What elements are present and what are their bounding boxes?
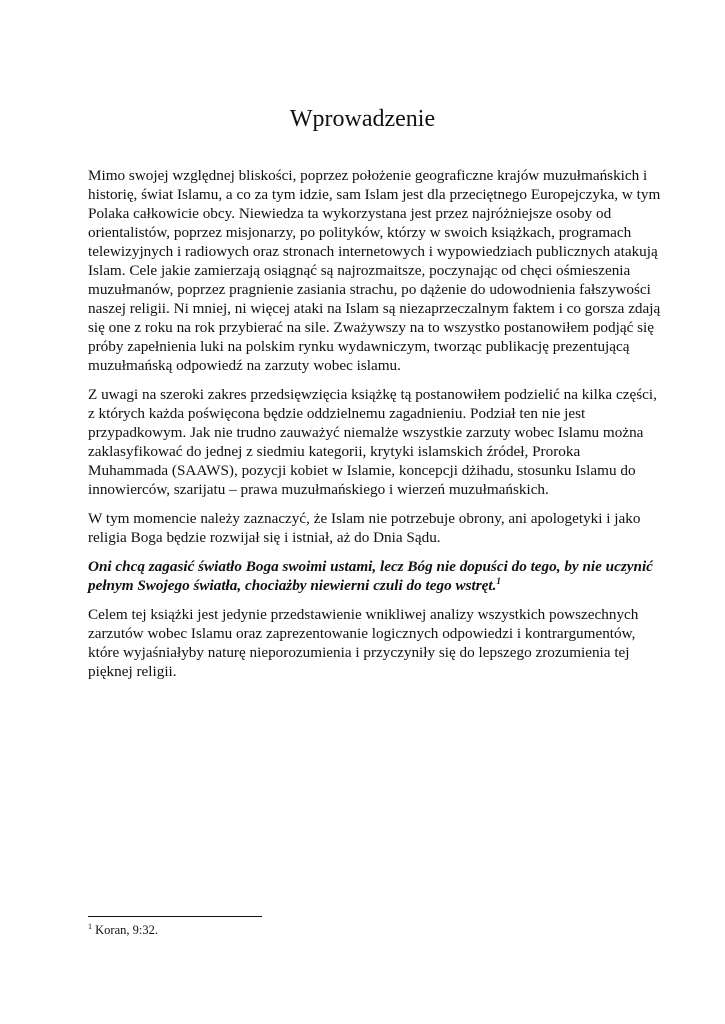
line-text: które wyjaśniałyby naturę nieporozumienia i przyczyniły się do lepszego zrozumienia tej — [88, 644, 630, 661]
text-line — [88, 261, 648, 280]
footnote-reference: 1 — [496, 575, 501, 586]
text-line — [88, 624, 648, 643]
text-line — [88, 318, 654, 337]
text-line — [88, 385, 657, 404]
text-line — [88, 423, 648, 442]
line-text: orientalistów, poprzez misjonarzy, po polityków, którzy w swoich książkach, programach — [88, 224, 632, 241]
text-line — [88, 461, 648, 480]
text-line — [88, 337, 648, 356]
text-line — [88, 404, 648, 423]
footnote — [88, 922, 158, 938]
page-title: Wprowadzenie — [289, 106, 436, 132]
line-text: zaklasyfikować do jednej z siedmiu kategorii, krytyki islamskich źródeł, Proroka — [88, 443, 581, 460]
text-line — [88, 280, 651, 299]
text-line — [88, 166, 648, 185]
line-text: historię, świat Islamu, a co za tym idzie, sam Islam jest dla przeciętnego Europejczyka, w tym — [88, 186, 661, 203]
text-line — [88, 185, 661, 204]
text-line — [88, 605, 648, 624]
line-text: przypadkowym. Jak nie trudno zauważyć niemalże wszystkie zarzuty wobec Islamu można — [88, 424, 644, 441]
text-line — [88, 557, 653, 576]
line-text: pięknej religii. — [88, 663, 177, 680]
line-text: Mimo swojej względnej bliskości, poprzez położenie geograficzne krajów muzułmańskich i — [88, 167, 648, 184]
text-line — [88, 204, 648, 223]
line-text: pełnym Swojego światła, chociażby niewierni czuli do tego wstręt. — [88, 577, 497, 594]
text-line — [88, 442, 648, 461]
line-text: naszej religii. Ni mniej, ni więcej ataki na Islam są niezaprzeczalnym faktem i co gorsza zdają — [88, 300, 661, 317]
quran-quote-paragraph — [88, 557, 653, 595]
line-text: Polaka całkowicie obcy. Niewiedza ta wykorzystana jest przez najróżniejsze osoby od — [88, 205, 612, 222]
line-text: telewizyjnych i radiowych oraz stronach internetowych i wypowiedziach publicznych atakują — [88, 243, 658, 260]
text-line — [88, 509, 648, 528]
text-line — [88, 576, 648, 595]
line-text: Z uwagi na szeroki zakres przedsięwzięcia książkę tą postanowiłem podzielić na kilka części, — [88, 386, 657, 403]
line-text: z których każda poświęcona będzie oddzielnemu zagadnieniu. Podział ten nie jest — [88, 405, 586, 422]
paragraph — [88, 166, 661, 375]
line-text: Islam. Cele jakie zamierzają osiągnąć są najrozmaitsze, poczynając od chęci ośmieszenia — [88, 262, 631, 279]
text-line — [88, 356, 648, 375]
paragraph — [88, 605, 648, 681]
line-text: zarzutów wobec Islamu oraz zaprezentowanie logicznych odpowiedzi i kontrargumentów, — [88, 625, 636, 642]
paragraph — [88, 385, 657, 499]
text-line — [88, 643, 648, 662]
line-text: muzułmanów, poprzez pragnienie zasiania strachu, po dążenie do udowodnienia fałszywości — [88, 281, 651, 298]
text-line — [88, 242, 658, 261]
line-text: Oni chcą zagasić światło Boga swoimi ustami, lecz Bóg nie dopuści do tego, by nie uczynić — [88, 558, 653, 575]
text-line — [88, 480, 648, 499]
text-line — [88, 528, 648, 547]
line-text: się one z roku na rok przybierać na sile. Zważywszy na to wszystko postanowiłem podjąć się — [88, 319, 654, 336]
footnote-separator — [88, 916, 262, 917]
text-line — [88, 223, 648, 242]
text-line — [88, 299, 661, 318]
text-line — [88, 662, 648, 681]
line-text: Muhammada (SAAWS), pozycji kobiet w Islamie, koncepcji dżihadu, stosunku Islamu do — [88, 462, 636, 479]
footnote-text: Koran, 9:32. — [95, 923, 158, 937]
line-text: Celem tej książki jest jedynie przedstawienie wnikliwej analizy wszystkich powszechnych — [88, 606, 639, 623]
body-text — [88, 166, 661, 691]
line-text: innowierców, szarijatu – prawa muzułmańskiego i wierzeń muzułmańskich. — [88, 481, 549, 498]
line-text: próby zapełnienia luki na polskim rynku wydawniczym, tworząc publikację prezentującą — [88, 338, 630, 355]
footnote-number: 1 — [88, 921, 92, 931]
line-text: W tym momencie należy zaznaczyć, że Islam nie potrzebuje obrony, ani apologetyki i jako — [88, 510, 641, 527]
line-text: muzułmańską odpowiedź na zarzuty wobec islamu. — [88, 357, 401, 374]
paragraph — [88, 509, 648, 547]
line-text: religia Boga będzie rozwijał się i istniał, aż do Dnia Sądu. — [88, 529, 441, 546]
